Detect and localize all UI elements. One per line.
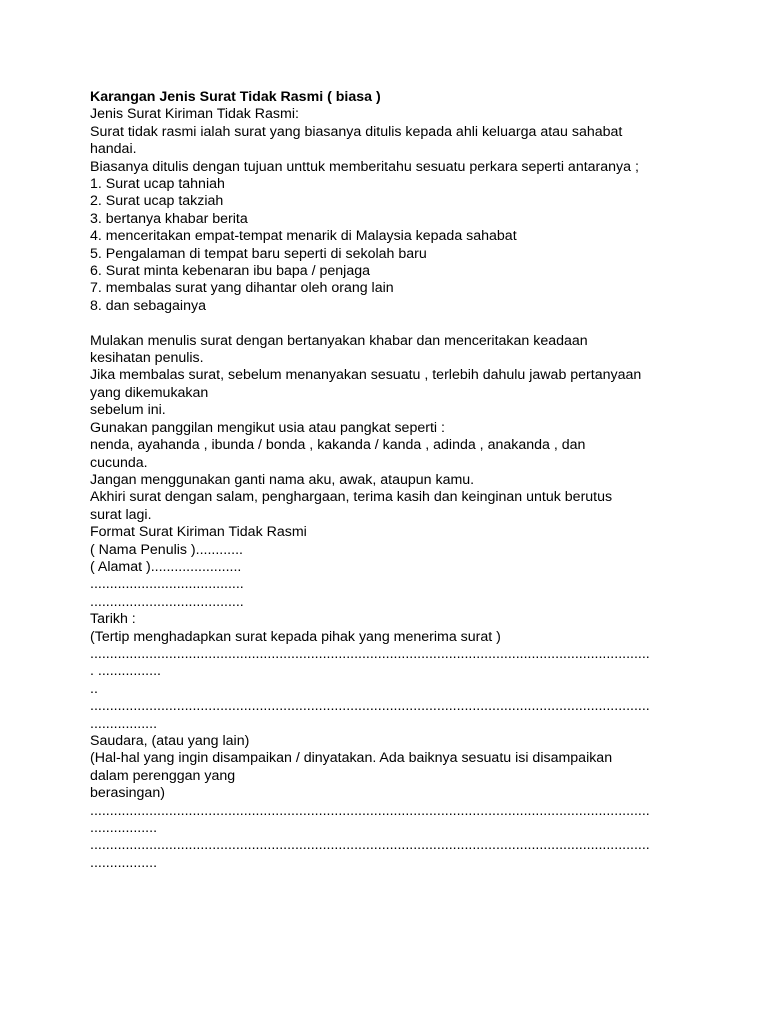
list-item: 6. Surat minta kebenaran ibu bapa / penjaga <box>90 263 371 280</box>
date-label: Tarikh : <box>90 611 136 628</box>
document-page <box>90 89 690 872</box>
address-placeholder: ( Alamat )....................... <box>90 558 242 575</box>
list-item: 3. bertanya khabar berita <box>90 210 248 227</box>
list-item: 1. Surat ucap tahniah <box>90 176 225 193</box>
guide-line: surat lagi. <box>90 506 152 523</box>
guide-line: yang dikemukakan <box>90 384 209 401</box>
addressee-note: (Tertip menghadapkan surat kepada pihak yang menerima surat ) <box>90 628 501 645</box>
dotted-line: .............................................................................................................................................. <box>90 837 650 854</box>
purpose-list <box>90 176 690 315</box>
dotted-line: ................. <box>90 820 158 837</box>
address-line-placeholder: ....................................... <box>90 593 244 610</box>
writer-name-placeholder: ( Nama Penulis )............ <box>90 541 243 558</box>
guide-line: Jika membalas surat, sebelum menanyakan sesuatu , terlebih dahulu jawab pertanyaan <box>90 367 642 384</box>
dotted-line: .............................................................................................................................................. <box>90 698 650 715</box>
format-heading: Format Surat Kiriman Tidak Rasmi <box>90 524 307 541</box>
dotted-line: . ................ <box>90 663 161 680</box>
intro-text-line: handai. <box>90 141 137 158</box>
intro-heading: Jenis Surat Kiriman Tidak Rasmi: <box>90 106 299 123</box>
guide-line: nenda, ayahanda , ibunda / bonda , kakanda / kanda , adinda , anakanda , dan <box>90 437 586 454</box>
guide-line: Akhiri surat dengan salam, penghargaan, terima kasih dan keinginan untuk berutus <box>90 489 613 506</box>
dotted-line: .. <box>90 680 98 697</box>
list-item: 7. membalas surat yang dihantar oleh orang lain <box>90 280 394 297</box>
content-note-line: (Hal-hal yang ingin disampaikan / dinyatakan. Ada baiknya sesuatu isi disampaikan <box>90 750 613 767</box>
guide-line: Mulakan menulis surat dengan bertanyakan khabar dan menceritakan keadaan <box>90 332 588 349</box>
greeting-text: Saudara, (atau yang lain) <box>90 733 250 750</box>
list-item: 2. Surat ucap takziah <box>90 193 224 210</box>
intro-text-line: Surat tidak rasmi ialah surat yang biasanya ditulis kepada ahli keluarga atau sahabat <box>90 123 623 140</box>
list-item: 8. dan sebagainya <box>90 297 206 314</box>
guide-line: Jangan menggunakan ganti nama aku, awak, ataupun kamu. <box>90 471 475 488</box>
dotted-line: ................. <box>90 715 158 732</box>
content-note-line: berasingan) <box>90 785 165 802</box>
dotted-line: .............................................................................................................................................. <box>90 802 650 819</box>
list-item: 4. menceritakan empat-tempat menarik di Malaysia kepada sahabat <box>90 228 517 245</box>
dotted-line: .............................................................................................................................................. <box>90 645 650 662</box>
guide-line: sebelum ini. <box>90 402 166 419</box>
writing-guide <box>90 333 690 524</box>
letter-format <box>90 524 690 872</box>
guide-line: kesihatan penulis. <box>90 350 204 367</box>
list-item: 5. Pengalaman di tempat baru seperti di sekolah baru <box>90 245 427 262</box>
guide-line: Gunakan panggilan mengikut usia atau pangkat seperti : <box>90 419 445 436</box>
paragraph-spacer <box>90 315 690 332</box>
guide-line: cucunda. <box>90 454 148 471</box>
purpose-text: Biasanya ditulis dengan tujuan unttuk memberitahu sesuatu perkara seperti antaranya ; <box>90 158 639 175</box>
document-title: Karangan Jenis Surat Tidak Rasmi ( biasa ) <box>90 89 381 105</box>
dotted-line: ................. <box>90 854 158 871</box>
address-line-placeholder: ....................................... <box>90 576 244 593</box>
content-note-line: dalam perenggan yang <box>90 767 236 784</box>
